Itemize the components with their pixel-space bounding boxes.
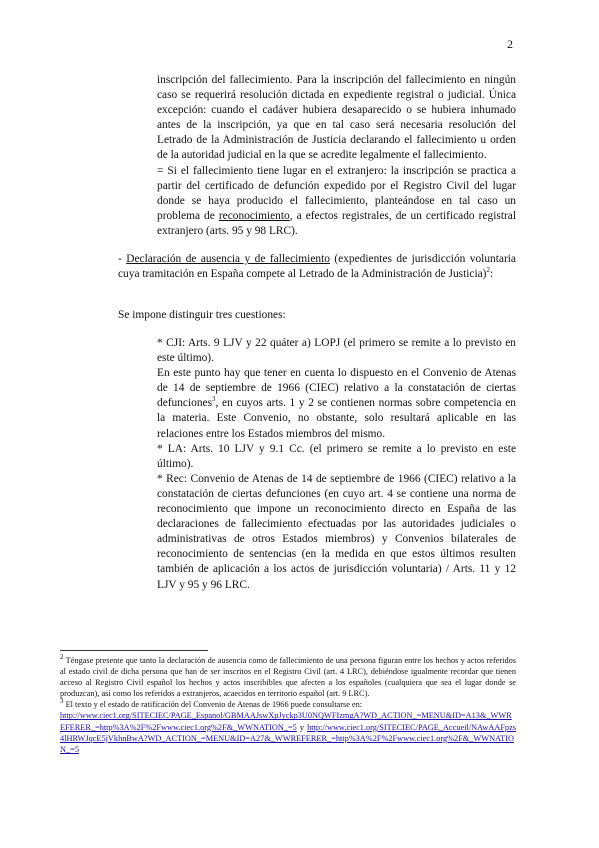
footnote-number: 2	[60, 653, 64, 662]
item-la: * LA: Arts. 10 LJV y 9.1 Cc. (el primero se remite a lo previsto en este último).	[157, 442, 516, 470]
ciec-link-1[interactable]: http://www.ciec1.org/SITECIEC/PAGE_Espanol/GBMAAJswXpJyckp3U0NQWFIzmgA?WD_ACTION_=MENU&ID=A13&_WWREFERER_=http%3A%2F%2Fwww.ciec1.org%2F&_WWNATION_=5	[60, 711, 512, 732]
text-fragment: En este punto hay que tener en cuenta lo dispuesto en el Convenio de Atenas de 14 de septiembre de 1966 (CIEC) relativo a la constatación de ciertas defunciones	[157, 367, 516, 410]
ciec-link-2[interactable]: http://www.ciec1.org/SITECIEC/PAGE_Accueil/NAwAAFpzs4lHRWJqcE5jVkhnBwA?WD_ACTION_=MENU&ID=A27&_WWREFERER_=http%3A%2F%2Fwww.ciec1.org%2F&_WWNATION_=5	[60, 722, 516, 754]
item-cji: * CJI: Arts. 9 LJV y 22 quáter a) LOPJ (el primero se remite a lo previsto en este último).	[157, 337, 516, 365]
text-fragment: , a efectos registrales, de un certificado registral extranjero (arts. 95 y 98 LRC).	[157, 209, 516, 237]
text-fragment: (expedientes de jurisdicción voluntaria cuya tramitación en España compete al Letrado de la Administración de Justicia)	[118, 253, 516, 281]
text-fragment: :	[489, 268, 494, 281]
cuestiones-section	[157, 336, 516, 593]
dash: -	[118, 253, 127, 265]
paragraph-extranjero	[157, 164, 516, 239]
footnote-number: 3	[60, 697, 64, 706]
paragraph-ciec	[157, 366, 516, 441]
underlined-term: reconocimiento	[218, 209, 290, 222]
footnote-ref-2: 2	[486, 266, 490, 275]
footnote-3	[60, 699, 516, 754]
intro-paragraph: Se impone distinguir tres cuestiones:	[118, 309, 286, 321]
text-fragment: = Si el fallecimiento tiene lugar en el extranjero: la inscripción se practica a partir del certificado de defunción expedido por el Registro Civil del lugar donde se haya producido el fallecimiento, planteándose en tal caso un problema de	[157, 164, 516, 222]
link-separator: y	[296, 722, 308, 732]
paragraph-inscripcion: inscripción del fallecimiento. Para la inscripción del fallecimiento en ningún caso se requerirá resolución dictada en expediente registral o judicial. Única excepción: cuando el cadáver hubiera desaparecido o se hubiera inhumado antes de la inscripción, ya que en tal caso será necesaria resolución del Letrado de la Administración de Justicia declarando el fallecimiento u orden de la autoridad judicial en la que se acredite legalmente el fallecimiento.	[157, 74, 516, 162]
declaracion-heading-paragraph	[118, 252, 516, 282]
continued-section	[157, 73, 516, 239]
section-title-underlined: Declaración de ausencia y de fallecimiento	[126, 253, 330, 265]
item-rec: * Rec: Convenio de Atenas de 14 de septiembre de 1966 (CIEC) relativo a la constatación de ciertas defunciones (en cuyo art. 4 se contiene una norma de reconocimiento que impone un reconocimiento directo en España de las declaraciones de fallecimiento efectuadas por las autoridades judiciales o administrativas de otros Estados miembros) y Convenios bilaterales de reconocimiento de sentencias (en la medida en que estos últimos resulten también de aplicación a los actos de jurisdicción voluntaria) / Arts. 11 y 12 LJV y 95 y 96 LRC.	[157, 472, 516, 591]
footnote-divider	[60, 650, 208, 651]
footnote-text: Téngase presente que tanto la declaración de ausencia como de fallecimiento de una persona figuran entre los hechos y actos referidos al estado civil de dicha persona que han de ser inscritos en el Registro Civil (art. 4 LRC), debiéndose igualmente recordar que tienen acceso al Registro Civil español los hechos y actos inscribibles que afecten a los españoles (cualquiera que sea el lugar donde se produzcan), así como los referidos a extranjeros, acaecidos en territorio español (art. 9 LRC).	[60, 656, 516, 699]
page-number: 2	[507, 37, 513, 51]
footnote-text: El texto y el estado de ratificación del Convenio de Atenas de 1966 puede consultarse en:	[63, 700, 363, 710]
footnote-2	[60, 655, 516, 699]
footnote-ref-3: 3	[212, 395, 216, 404]
footnotes	[60, 655, 516, 755]
text-fragment: , en cuyos arts. 1 y 2 se contienen normas sobre competencia en la materia. Este Convenio, no obstante, solo resultará aplicable en las relaciones entre los Estados miembros del mismo.	[157, 397, 516, 440]
